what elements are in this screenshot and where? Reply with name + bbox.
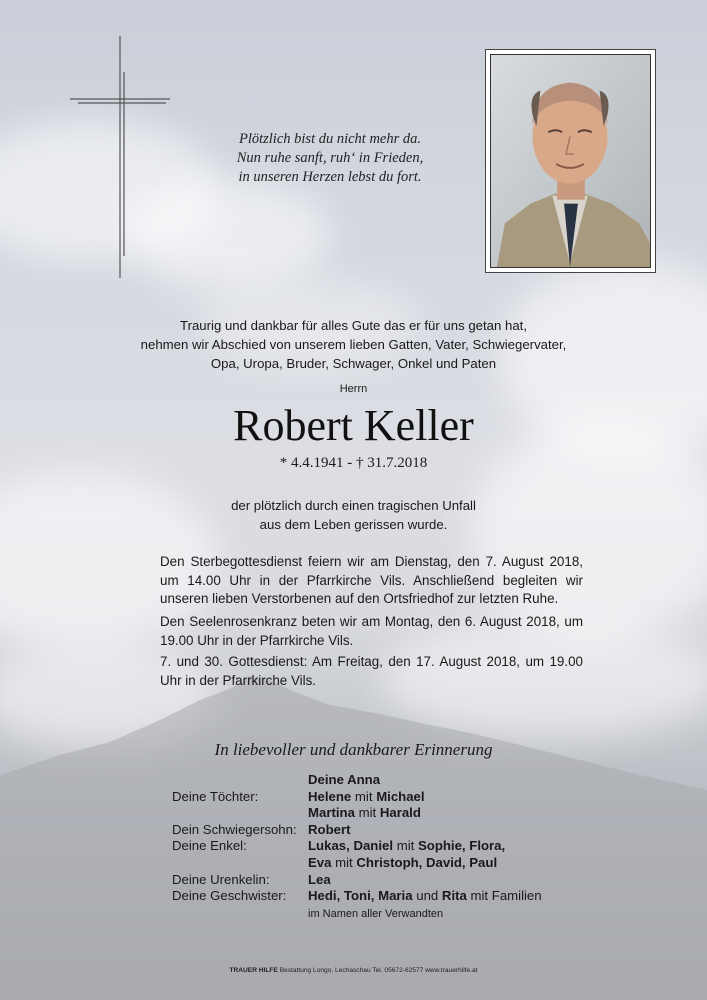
- mourner-row: [172, 855, 592, 872]
- intro-line: nehmen wir Abschied von unserem lieben Gatten, Vater, Schwiegervater,: [140, 337, 567, 352]
- footer-text: Bestattung Longo, Lechaschau Tel. 05672-62577 www.trauerhilfe.at: [279, 967, 478, 974]
- relation-label: Deine Enkel:: [172, 838, 247, 854]
- intro-line: Traurig und dankbar für alles Gute das er für uns getan hat,: [180, 318, 527, 333]
- memory-heading: In liebevoller und dankbarer Erinnerung: [214, 740, 493, 759]
- mourner-row: [172, 789, 592, 806]
- mourner-name: Robert: [308, 821, 351, 837]
- mourner-name: Daniel: [353, 838, 394, 854]
- mourner-row: [172, 838, 592, 855]
- mourner-name: Harald: [379, 805, 421, 821]
- mourner-name: Flora,: [469, 838, 506, 854]
- mourner-name: Toni,: [343, 888, 375, 904]
- mourner-name: Hedi,: [308, 888, 341, 904]
- mourner-row: [172, 772, 592, 789]
- mourner-name: Martina: [308, 805, 355, 821]
- mourner-row: [172, 805, 592, 822]
- cross-icon: [70, 36, 170, 278]
- verse: [190, 130, 470, 187]
- mourner-row: [172, 822, 592, 839]
- mourner-name: Sophie,: [417, 838, 466, 854]
- rosary-text: Den Seelenrosenkranz beten wir am Montag, den 6. August 2018, um 19.00 Uhr in der Pfarrkirche Vils.: [160, 614, 583, 648]
- funeral-service-text: Den Sterbegottesdienst feiern wir am Dienstag, den 7. August 2018, um 14.00 Uhr in der Pfarrkirche Vils. Anschließend begleiten wir unseren lieben Verstorbenen auf den Ortsfriedhof zur letzten Ruhe.: [160, 554, 583, 606]
- cause-line: der plötzlich durch einen tragischen Unfall: [231, 498, 476, 513]
- mourner-name: Christoph,: [356, 854, 423, 870]
- mourner-row: [172, 905, 592, 922]
- connector: mit Familien: [470, 888, 542, 904]
- connector: und: [416, 888, 439, 904]
- deceased-name: Robert Keller: [233, 401, 474, 450]
- relatives-note: im Namen aller Verwandten: [308, 907, 444, 920]
- mourner-row: [172, 888, 592, 905]
- connector: mit: [396, 838, 415, 854]
- footer-brand: TRAUER HILFE: [229, 967, 278, 974]
- memorial-mass-text: 7. und 30. Gottesdienst: Am Freitag, den 17. August 2018, um 19.00 Uhr in der Pfarrkirche Vils.: [160, 654, 583, 688]
- connector: mit: [354, 788, 373, 804]
- mourner-name: Michael: [376, 788, 425, 804]
- verse-line: in unseren Herzen lebst du fort.: [238, 169, 422, 185]
- mourner-name: Paul: [469, 854, 498, 870]
- relation-label: Deine Töchter:: [172, 788, 259, 804]
- mourner-name: Lea: [308, 871, 331, 887]
- mourner-name: Helene: [308, 788, 352, 804]
- footer: [0, 967, 707, 974]
- connector: mit: [335, 854, 353, 870]
- mourner-name: Deine Anna: [308, 772, 381, 787]
- intro-text: [60, 316, 647, 373]
- portrait-frame: [485, 49, 656, 273]
- mourner-name: Eva: [308, 854, 332, 870]
- mourner-name: Maria: [378, 888, 413, 904]
- salutation: Herrn: [339, 383, 368, 395]
- connector: mit: [358, 805, 377, 821]
- mourner-row: [172, 872, 592, 889]
- intro-line: Opa, Uropa, Bruder, Schwager, Onkel und Paten: [210, 356, 497, 371]
- verse-line: Plötzlich bist du nicht mehr da.: [238, 131, 422, 147]
- life-dates: * 4.4.1941 - † 31.7.2018: [279, 455, 428, 471]
- relation-label: Dein Schwiegersohn:: [172, 821, 297, 837]
- cause-text: [0, 496, 707, 534]
- mourner-name: Lukas,: [308, 838, 350, 854]
- mourners-list: [172, 772, 592, 921]
- relation-label: Deine Geschwister:: [172, 888, 287, 904]
- mourner-name: Rita: [441, 888, 467, 904]
- cause-line: aus dem Leben gerissen wurde.: [259, 517, 448, 532]
- relation-label: Deine Urenkelin:: [172, 871, 270, 887]
- mourner-name: David,: [426, 854, 466, 870]
- verse-line: Nun ruhe sanft, ruh‘ in Frieden,: [236, 150, 424, 166]
- portrait-photo: [490, 54, 651, 268]
